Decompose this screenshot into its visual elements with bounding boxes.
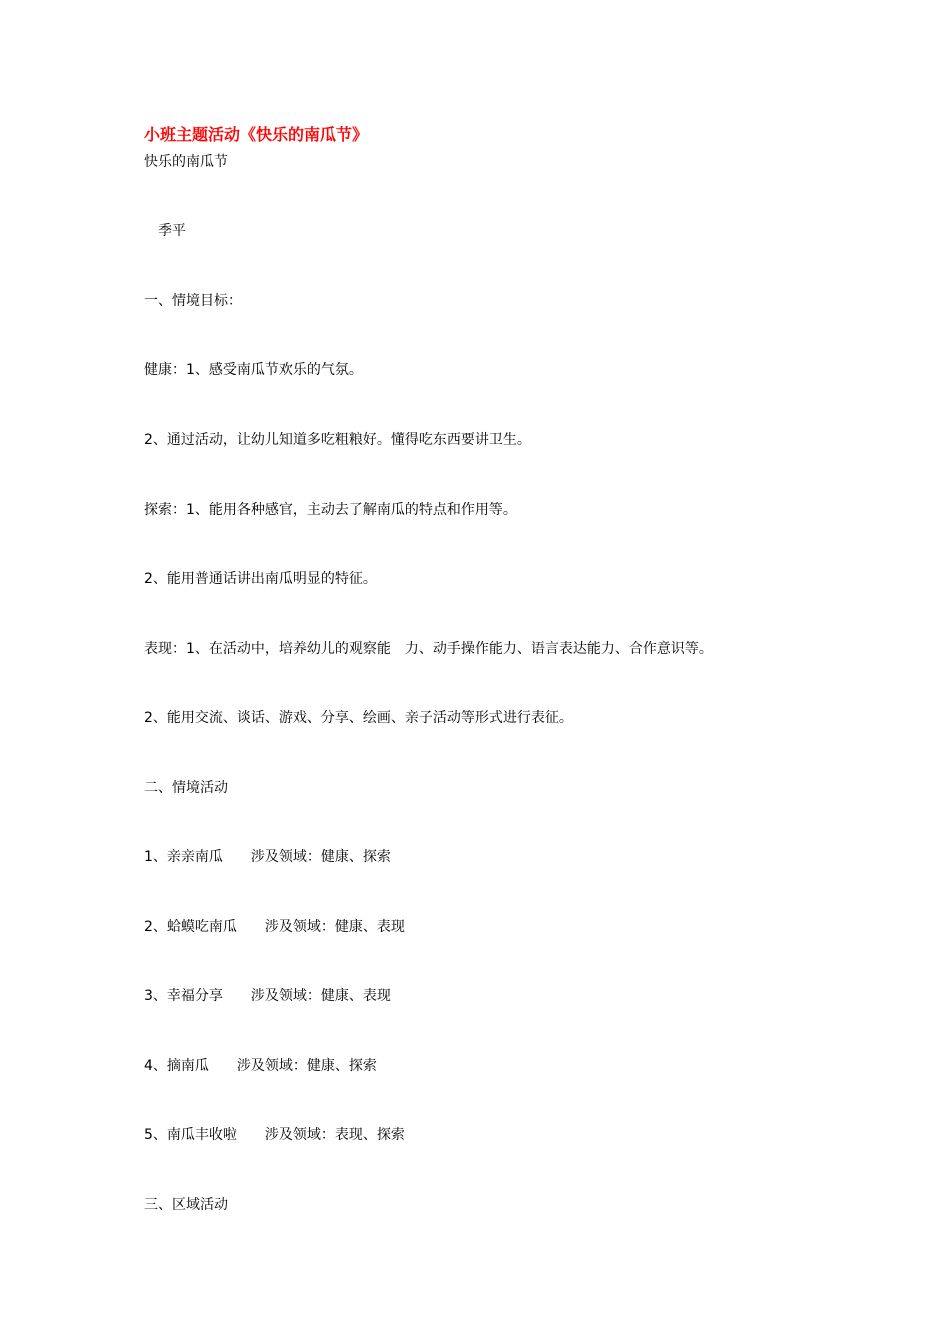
paragraph-line: 2、能用普通话讲出南瓜明显的特征。	[144, 571, 377, 587]
document-title: 小班主题活动《快乐的南瓜节》	[144, 125, 369, 144]
activity-item: 1、亲亲南瓜 涉及领域：健康、探索	[144, 849, 391, 865]
document-author: 季平	[144, 223, 186, 239]
paragraph-line: 表现：1、在活动中，培养幼儿的观察能 力、动手操作能力、语言表达能力、合作意识等。	[144, 641, 713, 657]
paragraph-line: 2、通过活动，让幼儿知道多吃粗粮好。懂得吃东西要讲卫生。	[144, 432, 531, 448]
activity-item: 2、蛤蟆吃南瓜 涉及领域：健康、表现	[144, 919, 405, 935]
paragraph-line: 探索：1、能用各种感官，主动去了解南瓜的特点和作用等。	[144, 502, 517, 518]
section-heading-activities: 二、情境活动	[144, 780, 228, 796]
activity-item: 3、幸福分享 涉及领域：健康、表现	[144, 988, 391, 1004]
paragraph-line: 2、能用交流、谈话、游戏、分享、绘画、亲子活动等形式进行表征。	[144, 710, 573, 726]
document-subtitle: 快乐的南瓜节	[144, 154, 228, 170]
section-heading-goals: 一、情境目标：	[144, 293, 242, 309]
activity-item: 4、摘南瓜 涉及领域：健康、探索	[144, 1058, 377, 1074]
section-heading-areas: 三、区域活动	[144, 1197, 228, 1213]
paragraph-line: 健康：1、感受南瓜节欢乐的气氛。	[144, 362, 363, 378]
activity-item: 5、南瓜丰收啦 涉及领域：表现、探索	[144, 1127, 405, 1143]
